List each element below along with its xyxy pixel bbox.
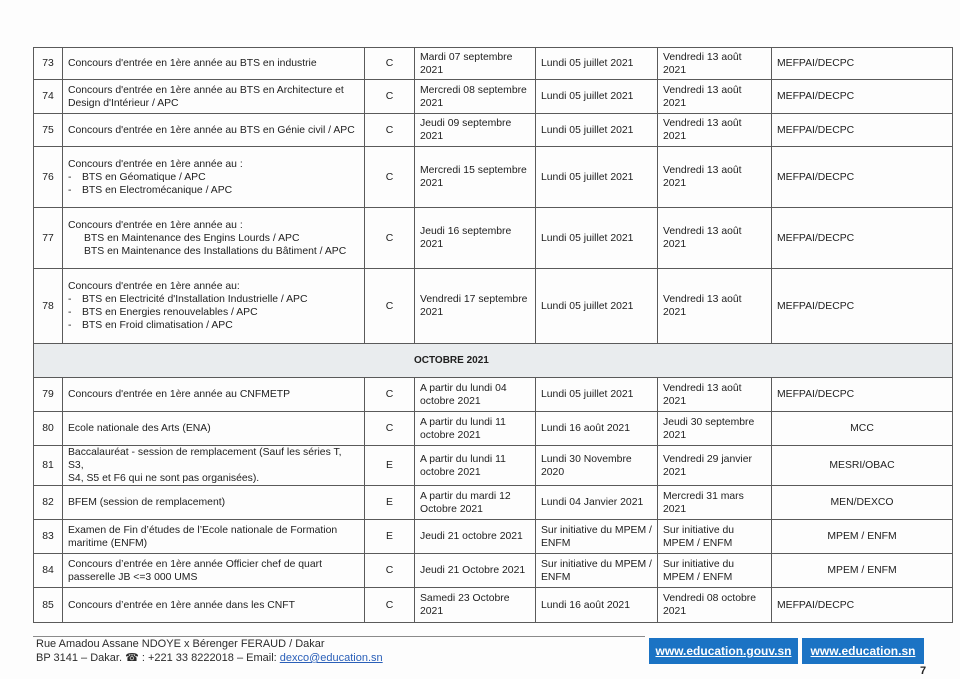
description-line: Ecole nationale des Arts (ENA): [68, 423, 211, 434]
exam-date: Jeudi 21 Octobre 2021: [415, 554, 536, 588]
registration-open-date: Lundi 05 juillet 2021: [536, 147, 658, 208]
exam-date: Mardi 07 septembre 2021: [415, 48, 536, 80]
page-number: 7: [920, 665, 927, 677]
description-item: [68, 171, 359, 184]
exam-type: E: [365, 446, 415, 486]
registration-close-date: Sur initiative du MPEM / ENFM: [658, 554, 772, 588]
description-line: BFEM (session de remplacement): [68, 497, 226, 508]
description-item: [68, 293, 359, 306]
row-number: 83: [34, 520, 63, 554]
description-item-text: BTS en Energies renouvelables / APC: [82, 307, 258, 318]
description-item: [68, 245, 359, 258]
description-line: Concours d'entrée en 1ère année au BTS en Génie civil / APC: [68, 124, 355, 136]
registration-open-date: Lundi 05 juillet 2021: [536, 208, 658, 269]
exam-type: C: [365, 554, 415, 588]
table-row: [34, 147, 953, 208]
exam-description: [63, 378, 365, 412]
exam-date: Vendredi 17 septembre 2021: [415, 269, 536, 344]
address-line-1: Rue Amadou Assane NDOYE x Bérenger FERAUD / Dakar: [36, 638, 325, 650]
row-number: 85: [34, 588, 63, 623]
bullet-dash-icon: -: [68, 320, 72, 331]
row-number: 82: [34, 486, 63, 520]
organizer: MEFPAI/DECPC: [772, 588, 953, 623]
exam-type: C: [365, 378, 415, 412]
row-number: 73: [34, 48, 63, 80]
registration-close-date: Vendredi 13 août 2021: [658, 208, 772, 269]
description-intro: Concours d'entrée en 1ère année au :: [68, 158, 243, 170]
organizer: MESRI/OBAC: [772, 446, 953, 486]
registration-open-date: Sur initiative du MPEM / ENFM: [536, 554, 658, 588]
row-number: 80: [34, 412, 63, 446]
exam-type: C: [365, 588, 415, 623]
description-line: Examen de Fin d’études de l’Ecole nationale de Formation: [68, 524, 338, 536]
organizer: MEFPAI/DECPC: [772, 147, 953, 208]
table-row: [34, 269, 953, 344]
description-line: Concours d’entrée en 1ère année dans les CNFT: [68, 599, 295, 611]
exam-date: Samedi 23 Octobre 2021: [415, 588, 536, 623]
registration-open-date: Lundi 05 juillet 2021: [536, 80, 658, 114]
exam-description: [63, 588, 365, 623]
description-item-text: BTS en Géomatique / APC: [82, 171, 206, 183]
table-row: [34, 80, 953, 114]
description-line: Concours d'entrée en 1ère année au BTS en industrie: [68, 58, 317, 69]
exam-description: [63, 446, 365, 486]
description-line: Concours d'entrée en 1ère année au BTS en Architecture et: [68, 84, 344, 96]
description-item-text: BTS en Froid climatisation / APC: [82, 320, 233, 331]
registration-close-date: Sur initiative du MPEM / ENFM: [658, 520, 772, 554]
section-row-october: [34, 344, 953, 378]
bullet-dash-icon: -: [68, 294, 72, 305]
registration-close-date: Vendredi 13 août 2021: [658, 80, 772, 114]
registration-open-date: Lundi 30 Novembre 2020: [536, 446, 658, 486]
registration-open-date: Lundi 16 août 2021: [536, 412, 658, 446]
exam-description: [63, 80, 365, 114]
section-label: OCTOBRE 2021: [34, 344, 953, 378]
table-row: [34, 412, 953, 446]
registration-close-date: Vendredi 13 août 2021: [658, 147, 772, 208]
description-item: [68, 319, 359, 332]
table-row: [34, 520, 953, 554]
exam-description: [63, 114, 365, 147]
exam-type: C: [365, 269, 415, 344]
description-line: Concours d'entrée en 1ère année au CNFMETP: [68, 389, 291, 400]
organizer: MPEM / ENFM: [772, 554, 953, 588]
phone-icon: ☎: [125, 652, 139, 664]
exam-description: [63, 147, 365, 208]
organizer: MEFPAI/DECPC: [772, 114, 953, 147]
organizer: MEFPAI/DECPC: [772, 269, 953, 344]
exam-description: [63, 520, 365, 554]
exam-description: [63, 269, 365, 344]
email-link[interactable]: dexco@education.sn: [279, 652, 383, 664]
exam-date: Jeudi 16 septembre 2021: [415, 208, 536, 269]
organizer: MEFPAI/DECPC: [772, 378, 953, 412]
exam-type: C: [365, 48, 415, 80]
description-line: passerelle JB <=3 000 UMS: [68, 571, 198, 583]
registration-open-date: Lundi 05 juillet 2021: [536, 378, 658, 412]
description-item-text: BTS en Electricité d'Installation Industrielle / APC: [82, 294, 308, 305]
description-line: maritime (ENFM): [68, 537, 148, 549]
registration-close-date: Vendredi 13 août 2021: [658, 114, 772, 147]
table-row: [34, 486, 953, 520]
registration-open-date: Sur initiative du MPEM / ENFM: [536, 520, 658, 554]
organizer: MEFPAI/DECPC: [772, 48, 953, 80]
table-row: [34, 588, 953, 623]
address-line-2: [36, 651, 383, 665]
row-number: 79: [34, 378, 63, 412]
registration-open-date: Lundi 05 juillet 2021: [536, 269, 658, 344]
organizer: MEFPAI/DECPC: [772, 80, 953, 114]
description-line: Baccalauréat - session de remplacement (Sauf les séries T, S3,: [68, 447, 342, 471]
registration-close-date: Vendredi 08 octobre 2021: [658, 588, 772, 623]
registration-close-date: Vendredi 13 août 2021: [658, 378, 772, 412]
row-number: 76: [34, 147, 63, 208]
organizer: MEFPAI/DECPC: [772, 208, 953, 269]
exam-description: [63, 208, 365, 269]
po-box-text: BP 3141 – Dakar.: [36, 652, 126, 664]
description-line: Concours d’entrée en 1ère année Officier chef de quart: [68, 558, 322, 570]
description-intro: Concours d'entrée en 1ère année au :: [68, 219, 243, 231]
table-row: [34, 208, 953, 269]
exam-type: C: [365, 208, 415, 269]
description-item-text: BTS en Electromécanique / APC: [82, 184, 233, 196]
table-row: [34, 554, 953, 588]
exam-type: C: [365, 412, 415, 446]
row-number: 81: [34, 446, 63, 486]
row-number: 84: [34, 554, 63, 588]
table-row: [34, 446, 953, 486]
exam-date: Jeudi 21 octobre 2021: [415, 520, 536, 554]
website-link-gouv[interactable]: www.education.gouv.sn: [649, 638, 798, 664]
website-link-education[interactable]: www.education.sn: [802, 638, 924, 664]
exam-type: C: [365, 80, 415, 114]
organizer: MEN/DEXCO: [772, 486, 953, 520]
phone-text: : +221 33 8222018 – Email:: [138, 652, 280, 664]
row-number: 78: [34, 269, 63, 344]
description-item: [68, 184, 359, 197]
exam-date: Mercredi 08 septembre 2021: [415, 80, 536, 114]
description-intro: Concours d'entrée en 1ère année au:: [68, 281, 240, 292]
exam-date: A partir du lundi 11 octobre 2021: [415, 412, 536, 446]
description-item-text: BTS en Maintenance des Installations du Bâtiment / APC: [84, 245, 347, 257]
row-number: 74: [34, 80, 63, 114]
table-row: [34, 378, 953, 412]
exam-description: [63, 48, 365, 80]
row-number: 75: [34, 114, 63, 147]
exam-type: C: [365, 147, 415, 208]
organizer: MPEM / ENFM: [772, 520, 953, 554]
exam-date: Jeudi 09 septembre 2021: [415, 114, 536, 147]
table-row: [34, 48, 953, 80]
organizer: MCC: [772, 412, 953, 446]
exam-type: C: [365, 114, 415, 147]
footer-address: [36, 637, 383, 665]
row-number: 77: [34, 208, 63, 269]
bullet-dash-icon: -: [68, 307, 72, 318]
bullet-dash-icon: -: [68, 184, 72, 196]
registration-open-date: Lundi 16 août 2021: [536, 588, 658, 623]
exam-type: E: [365, 520, 415, 554]
exam-schedule-table: [33, 47, 953, 623]
exam-description: [63, 412, 365, 446]
registration-open-date: Lundi 04 Janvier 2021: [536, 486, 658, 520]
description-item: [68, 232, 359, 245]
registration-close-date: Mercredi 31 mars 2021: [658, 486, 772, 520]
table-row: [34, 114, 953, 147]
exam-date: A partir du lundi 04 octobre 2021: [415, 378, 536, 412]
exam-description: [63, 554, 365, 588]
exam-date: A partir du mardi 12 Octobre 2021: [415, 486, 536, 520]
registration-close-date: Jeudi 30 septembre 2021: [658, 412, 772, 446]
exam-date: A partir du lundi 11 octobre 2021: [415, 446, 536, 486]
registration-close-date: Vendredi 13 août 2021: [658, 269, 772, 344]
bullet-dash-icon: -: [68, 171, 72, 183]
description-line: S4, S5 et F6 qui ne sont pas organisées).: [68, 473, 260, 484]
exam-date: Mercredi 15 septembre 2021: [415, 147, 536, 208]
description-line: Design d'Intérieur / APC: [68, 97, 179, 109]
exam-type: E: [365, 486, 415, 520]
description-item-text: BTS en Maintenance des Engins Lourds / APC: [84, 232, 300, 244]
description-item: [68, 306, 359, 319]
registration-open-date: Lundi 05 juillet 2021: [536, 48, 658, 80]
registration-close-date: Vendredi 29 janvier 2021: [658, 446, 772, 486]
registration-open-date: Lundi 05 juillet 2021: [536, 114, 658, 147]
registration-close-date: Vendredi 13 août 2021: [658, 48, 772, 80]
exam-description: [63, 486, 365, 520]
